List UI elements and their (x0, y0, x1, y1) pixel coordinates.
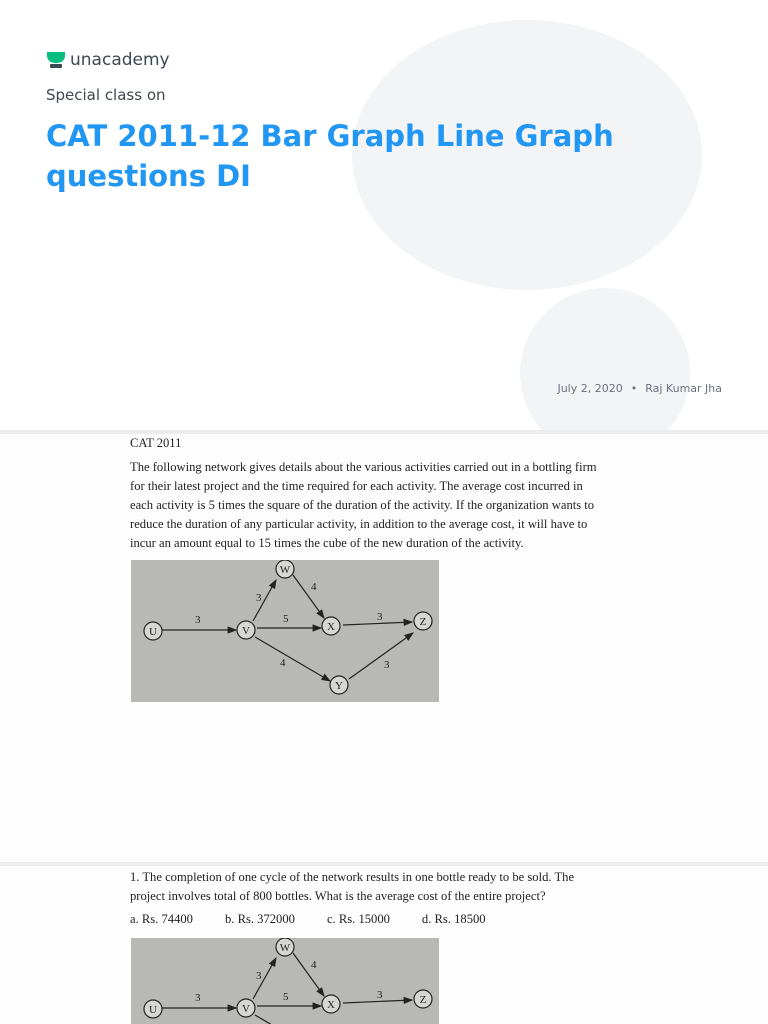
question-page (0, 434, 768, 862)
option-d: d. Rs. 18500 (421, 912, 486, 926)
brand (46, 50, 170, 70)
section-heading: CAT 2011 (130, 436, 182, 450)
cover-slide (0, 0, 768, 430)
paragraph-line: The following network gives details about the various activities carried out in a bottling firm (130, 460, 597, 474)
edge-label-y-z: 3 (384, 659, 390, 671)
option-b: b. Rs. 372000 (224, 912, 295, 926)
question-line: 1. The completion of one cycle of the network results in one bottle ready to be sold. The (130, 870, 575, 884)
separator: • (630, 382, 638, 395)
node-u-label: U (149, 1004, 157, 1016)
edge-v-y (255, 1015, 330, 1024)
network-diagram-repeat (131, 938, 439, 1024)
paragraph-line: incur an amount equal to 15 times the cube of the new duration of the activity. (130, 536, 524, 550)
edge-w-x (293, 953, 324, 996)
edge-v-y (255, 637, 330, 681)
option-c: c. Rs. 15000 (326, 912, 390, 926)
paragraph-line: for their latest project and the time required for each activity. The average cost incurred in (130, 479, 583, 493)
node-x-label: X (327, 621, 335, 633)
edge-label-v-x: 5 (283, 613, 289, 625)
node-y-label: Y (335, 680, 343, 692)
answer-options (130, 912, 518, 927)
node-x-label: X (327, 999, 335, 1011)
pretitle: Special class on (46, 86, 166, 104)
node-u-label: U (149, 626, 157, 638)
edge-label-v-w: 3 (256, 970, 262, 982)
question-page-2 (0, 866, 768, 1024)
edge-label-x-z: 3 (377, 989, 383, 1001)
edge-label-v-x: 5 (283, 991, 289, 1003)
page-title: CAT 2011-12 Bar Graph Line Graph questions DI (46, 119, 614, 193)
edge-label-v-w: 3 (256, 592, 262, 604)
brand-name: unacademy (70, 50, 170, 70)
edge-w-x (293, 575, 324, 618)
edge-label-w-x: 4 (311, 959, 317, 971)
node-v-label: V (242, 625, 250, 637)
network-diagram (131, 560, 439, 702)
date: July 2, 2020 (557, 382, 623, 395)
node-z-label: Z (419, 994, 427, 1006)
edge-y-z (349, 633, 413, 679)
meta-info (557, 382, 722, 395)
decorative-circle-small (520, 288, 690, 430)
node-v-label: V (242, 1003, 250, 1015)
node-z-label: Z (419, 616, 427, 628)
edge-label-u-v: 3 (195, 614, 201, 626)
paragraph (130, 458, 650, 553)
node-w-label: W (279, 564, 291, 576)
edge-label-u-v: 3 (195, 992, 201, 1004)
question-text (130, 868, 650, 906)
paragraph-line: reduce the duration of any particular activity, in addition to the average cost, it will have to (130, 517, 588, 531)
node-w-label: W (279, 942, 291, 954)
edge-label-w-x: 4 (311, 581, 317, 593)
edge-label-x-z: 3 (377, 611, 383, 623)
question-line: project involves total of 800 bottles. What is the average cost of the entire project? (130, 889, 546, 903)
paragraph-line: each activity is 5 times the square of the duration of the activity. If the organization wants to (130, 498, 595, 512)
edge-label-v-y: 4 (280, 657, 286, 669)
unacademy-logo-icon (46, 51, 66, 69)
author: Raj Kumar Jha (645, 382, 722, 395)
option-a: a. Rs. 74400 (130, 912, 193, 926)
